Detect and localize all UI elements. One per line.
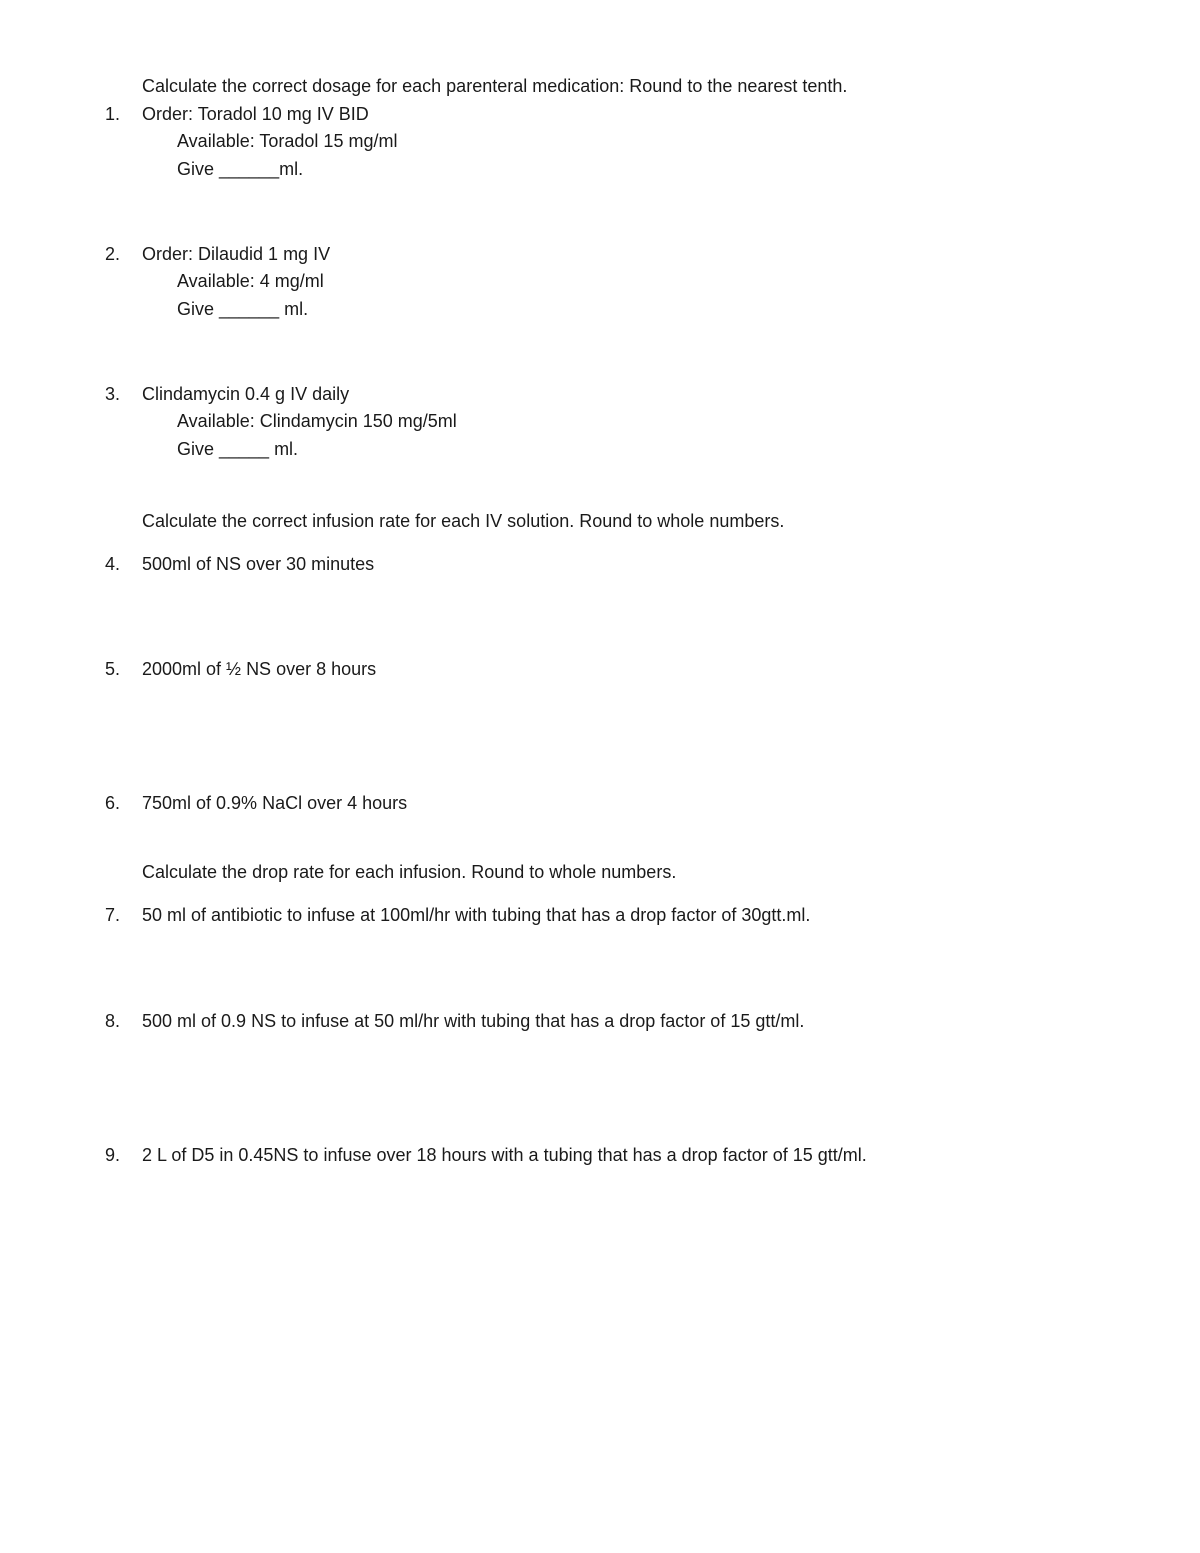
q2-order: Order: Dilaudid 1 mg IV [142, 244, 331, 264]
q3-give: Give _____ ml. [177, 439, 299, 459]
q1-order: Order: Toradol 10 mg IV BID [142, 104, 369, 124]
q5-number: 5. [105, 659, 121, 679]
q3-available: Available: Clindamycin 150 mg/5ml [177, 411, 457, 431]
q9-number: 9. [105, 1145, 121, 1165]
q3-order: Clindamycin 0.4 g IV daily [142, 384, 350, 404]
q5-text: 2000ml of ½ NS over 8 hours [142, 659, 377, 679]
q4-number: 4. [105, 554, 121, 574]
section2-heading: Calculate the correct infusion rate for each IV solution. Round to whole numbers. [142, 511, 785, 531]
q1-available: Available: Toradol 15 mg/ml [177, 131, 398, 151]
q2-number: 2. [105, 244, 121, 264]
q1-number: 1. [105, 104, 121, 124]
q8-number: 8. [105, 1011, 121, 1031]
q2-available: Available: 4 mg/ml [177, 271, 324, 291]
q6-number: 6. [105, 793, 121, 813]
section1-heading: Calculate the correct dosage for each parenteral medication: Round to the nearest tenth. [142, 76, 848, 96]
q2-give: Give ______ ml. [177, 299, 309, 319]
q8-text: 500 ml of 0.9 NS to infuse at 50 ml/hr with tubing that has a drop factor of 15 gtt/ml. [142, 1011, 805, 1031]
q6-text: 750ml of 0.9% NaCl over 4 hours [142, 793, 408, 813]
q7-text: 50 ml of antibiotic to infuse at 100ml/hr with tubing that has a drop factor of 30gtt.ml. [142, 905, 811, 925]
q9-text: 2 L of D5 in 0.45NS to infuse over 18 hours with a tubing that has a drop factor of 15 gtt/ml. [142, 1145, 867, 1165]
section3-heading: Calculate the drop rate for each infusion. Round to whole numbers. [142, 862, 677, 882]
q7-number: 7. [105, 905, 121, 925]
q3-number: 3. [105, 384, 121, 404]
q4-text: 500ml of NS over 30 minutes [142, 554, 375, 574]
q1-give: Give ______ml. [177, 159, 304, 179]
